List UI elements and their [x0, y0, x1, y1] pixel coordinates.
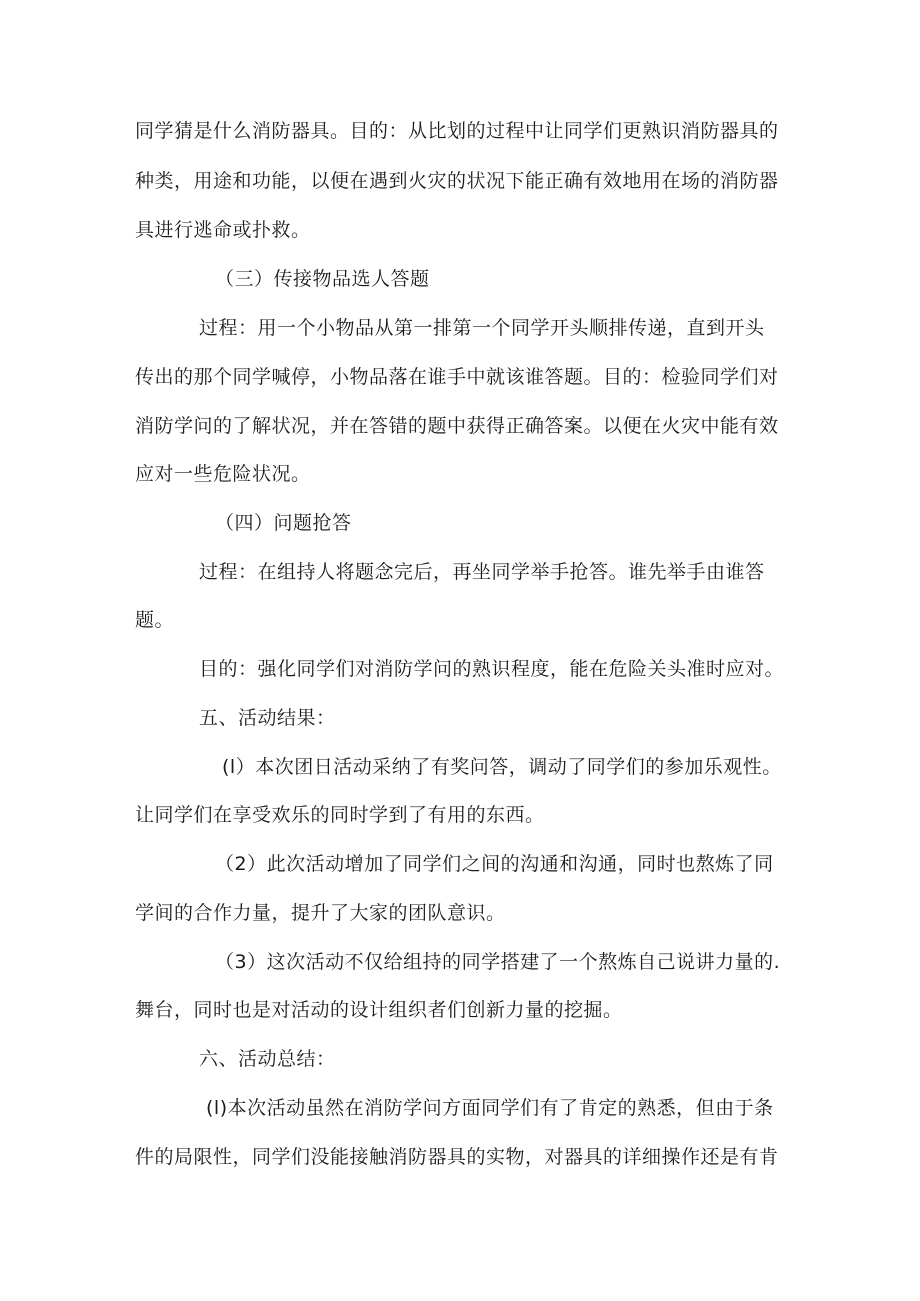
text-line: 过程：用一个小物品从第一排第一个同学开头顺排传递，直到开头 [199, 317, 765, 339]
section-heading-3: （三）传接物品选人答题 [215, 268, 430, 290]
text-line: 应对一些危险状况。 [135, 463, 311, 485]
text-line: （3）这次活动不仅给组持的同学搭建了一个熬炼自己说讲力量的. [215, 951, 781, 973]
text-line: （2）此次活动增加了同学们之间的沟通和沟通，同时也熬炼了同 [215, 853, 774, 875]
text-line: 件的局限性，同学们没能接触消防器具的实物，对器具的详细操作还是有肯 [135, 1146, 779, 1168]
text-line: 具进行逃命或扑救。 [135, 219, 311, 241]
section-heading-summary: 六、活动总结： [199, 1048, 336, 1070]
text-line: 传出的那个同学喊停，小物品落在谁手中就该谁答题。目的：检验同学们对 [135, 366, 779, 388]
text-line: (l)本次活动虽然在消防学问方面同学们有了肯定的熟悉，但由于条 [206, 1097, 774, 1119]
text-line: 过程：在组持人将题念完后，再坐同学举手抢答。谁先举手由谁答 [199, 561, 765, 583]
text-line: 目的：强化同学们对消防学问的熟识程度，能在危险关头准时应对。 [199, 658, 785, 680]
text-line: 学间的合作力量，提升了大家的团队意识。 [135, 902, 506, 924]
text-line: 舞台，同时也是对活动的设计组织者们创新力量的挖掘。 [135, 999, 623, 1021]
section-heading-4: （四）问题抢答 [215, 512, 352, 534]
text-line: 题。 [135, 609, 175, 631]
text-line: 同学猜是什么消防器具。目的：从比划的过程中让同学们更熟识消防器具的 [135, 120, 779, 142]
text-line: (l）本次团日活动采纳了有奖问答，调动了同学们的参加乐观性。 [222, 756, 782, 778]
text-line: 让同学们在享受欢乐的同时学到了有用的东西。 [135, 804, 545, 826]
section-heading-results: 五、活动结果： [199, 707, 336, 729]
text-line: 种类，用途和功能，以便在遇到火灾的状况下能正确有效地用在场的消防器 [135, 170, 779, 192]
text-line: 消防学问的了解状况，并在答错的题中获得正确答案。以便在火灾中能有效 [135, 415, 779, 437]
